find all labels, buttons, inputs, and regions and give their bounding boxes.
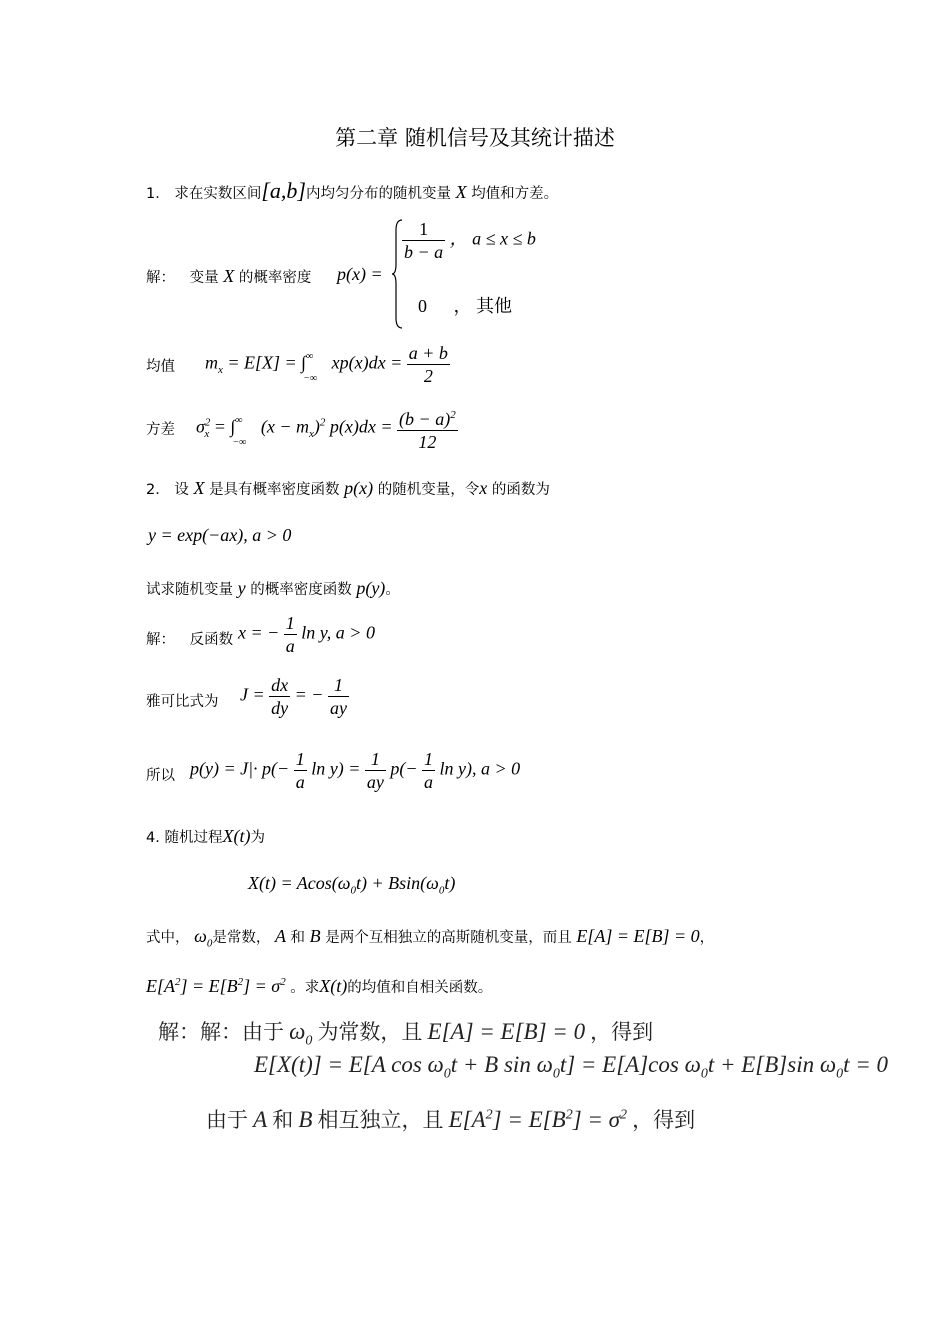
sigma-sub: x: [204, 428, 210, 441]
expectation-equation: E[A] = E[B] = 0: [576, 926, 700, 946]
img2-part-a: E[X(t)] = E[A cos ω: [254, 1052, 444, 1077]
numerator-sup: 2: [450, 409, 456, 421]
variance-rhs: = ∫: [213, 416, 236, 437]
numerator: (b − a): [399, 409, 451, 429]
variance-integrand-sup: 2: [319, 416, 326, 429]
question-number: 1．: [146, 186, 170, 202]
img3-eq-b: ] = E[B: [492, 1107, 566, 1132]
mean-label: 均值: [146, 359, 175, 375]
img3-text-a: 由于: [206, 1108, 248, 1132]
y-symbol: y: [237, 578, 246, 598]
img1-omega-sub: 0: [305, 1033, 313, 1049]
question-4: [146, 826, 265, 847]
left-brace: [392, 218, 402, 330]
process-part-b: t) + Bsin(ω: [356, 873, 439, 893]
numerator: dx: [271, 675, 289, 695]
where-text-c: 是两个互相独立的高斯随机变量，而且: [325, 930, 572, 946]
img2-sub-2: 0: [552, 1066, 560, 1082]
sq-sup-3: 2: [280, 976, 286, 988]
pdf-lhs: p(x) =: [337, 264, 383, 284]
question-text-a: 随机过程: [164, 830, 223, 846]
mean-equation: [205, 342, 450, 387]
numerator: 1: [328, 674, 349, 697]
a-symbol: A: [274, 926, 286, 946]
img1-text-b: 为常数，且: [317, 1020, 423, 1044]
denominator: b − a: [404, 242, 444, 262]
sigma-symbol: σ: [196, 416, 205, 437]
variance-integrand-a: (x − m: [260, 416, 310, 437]
sigma-sup: 2: [204, 416, 211, 429]
case1-fraction: [402, 218, 445, 263]
and-text: 和: [290, 930, 306, 946]
question-1: [146, 178, 558, 204]
numerator: 1: [402, 218, 445, 241]
jacobian-fraction-2: [328, 674, 349, 719]
py-symbol: p(y): [356, 578, 386, 598]
jacobian-lhs: J =: [240, 684, 265, 705]
omega-sub: 0: [206, 937, 213, 950]
variance-label: 方差: [146, 422, 175, 438]
so-part-a: p(y) = J|· p(−: [190, 758, 290, 779]
variance-integrand-b: ): [313, 416, 320, 437]
sq-sup-1: 2: [175, 976, 181, 988]
numerator: 1: [423, 749, 433, 769]
solution-label: 解：: [146, 270, 175, 286]
img1-omega: ω: [289, 1019, 306, 1044]
inverse-equation: [238, 612, 375, 657]
img3-sup-2: 2: [565, 1107, 573, 1123]
where-line: [146, 926, 714, 950]
where-text-b: 是常数，: [212, 930, 271, 946]
process-sub-1: 0: [350, 884, 356, 897]
numerator: a + b: [408, 343, 448, 363]
solution-label: 解：: [146, 632, 175, 648]
ask-text-a: 。求: [290, 980, 320, 996]
so-label: 所以: [146, 768, 175, 784]
b-symbol: B: [309, 926, 321, 946]
page-title: 第二章 随机信号及其统计描述: [335, 126, 615, 150]
q2-inverse-label: [146, 628, 233, 649]
img2-part-e: t = 0: [843, 1052, 888, 1077]
inverse-lhs: x = −: [238, 622, 280, 643]
numerator: 1: [365, 748, 386, 771]
so-fraction-2: [365, 748, 386, 793]
denominator: ay: [329, 698, 347, 718]
process-part-c: t): [444, 873, 456, 893]
img1-text-c: ，得到: [590, 1020, 654, 1044]
variable: X: [223, 266, 235, 286]
so-fraction-3: [422, 748, 435, 793]
interval: [a,b]: [261, 178, 306, 203]
q1-solution-label: [146, 266, 311, 287]
img2-sub-4: 0: [836, 1066, 844, 1082]
so-part-b: ln y) =: [311, 758, 361, 779]
img2-part-c: t] = E[A]cos ω: [559, 1052, 701, 1077]
sq-sup-2: 2: [237, 976, 244, 988]
img3-eq-a: E[A: [448, 1107, 486, 1132]
so-part-d: ln y), a > 0: [439, 758, 521, 779]
mean-rhs: = E[X] = ∫: [227, 352, 307, 373]
jacobian-label: 雅可比式为: [146, 694, 219, 710]
question-text-a: 设: [174, 482, 189, 498]
denominator: 2: [423, 366, 433, 386]
img3-sup-3: 2: [620, 1107, 628, 1123]
img3-a-symbol: A: [253, 1107, 268, 1132]
ask-text-c: 。: [385, 582, 400, 598]
numerator: 1: [285, 613, 295, 633]
img3-eq-c: ] = σ: [572, 1107, 621, 1132]
jacobian-equation: [240, 674, 349, 719]
image-solution-line-3: [206, 1104, 695, 1134]
mean-symbol: m: [205, 352, 218, 373]
omega-symbol: ω: [194, 926, 207, 946]
denominator: a: [285, 636, 295, 656]
question-text-b: 内均匀分布的随机变量: [305, 186, 451, 202]
mean-subscript: x: [218, 364, 223, 377]
process-part-a: X(t) = Acos(ω: [248, 873, 351, 893]
case-1: [402, 218, 536, 263]
img3-sup-1: 2: [485, 1107, 493, 1123]
so-equation: [190, 748, 520, 793]
q2-function: y = exp(−ax), a > 0: [148, 525, 292, 545]
denominator: 12: [418, 432, 437, 452]
solution-text2: 的概率密度: [238, 270, 312, 286]
img3-text-b: 相互独立，且: [317, 1108, 444, 1132]
case1-condition: ， a ≤ x ≤ b: [449, 228, 536, 249]
ask-text-a: 试求随机变量: [146, 582, 233, 598]
question-text-b: 是具有概率密度函数: [209, 482, 340, 498]
numerator: 1: [295, 749, 305, 769]
jacobian-mid: = −: [294, 684, 324, 705]
variance-integrand-sub: x: [309, 428, 314, 441]
img2-sub-1: 0: [443, 1066, 451, 1082]
img1-text-a: 解：解：由于: [158, 1020, 284, 1044]
where-text-a: 式中，: [146, 930, 190, 946]
question-text-c: 均值和方差。: [471, 186, 559, 202]
integral-lower: −∞: [232, 436, 247, 448]
ask-text-b: 的概率密度函数: [250, 582, 352, 598]
img2-sub-3: 0: [700, 1066, 708, 1082]
so-part-c: p(−: [390, 758, 418, 779]
inverse-text: 反函数: [189, 632, 234, 648]
integral-lower: −∞: [303, 372, 318, 384]
sq-part-c: ] = σ: [243, 976, 281, 996]
image-solution-line-1: [158, 1016, 653, 1050]
q2-ask: [146, 578, 400, 599]
img2-part-d: t + E[B]sin ω: [707, 1052, 837, 1077]
denominator: ay: [366, 772, 384, 792]
variable: X: [193, 478, 205, 498]
process-sub-2: 0: [438, 884, 445, 897]
process-equation: [248, 873, 455, 897]
comma: ，: [699, 930, 715, 946]
variance-equation: [196, 404, 458, 453]
mean-integrand: xp(x)dx =: [331, 352, 403, 373]
img3-b-symbol: B: [298, 1107, 313, 1132]
xt-symbol: X(t): [222, 826, 251, 846]
img2-part-b: t + B sin ω: [450, 1052, 553, 1077]
denominator: a: [423, 772, 433, 792]
question-2: [146, 478, 550, 499]
solution-text: 变量: [189, 270, 219, 286]
jacobian-fraction: [269, 674, 290, 719]
inverse-fraction: [284, 612, 297, 657]
ask-text-b: 的均值和自相关函数。: [347, 980, 493, 996]
variance-integrand-c: p(x)dx =: [329, 416, 393, 437]
integral-upper: ∞: [235, 414, 243, 426]
mean-fraction: [407, 342, 450, 387]
image-solution-line-2: [254, 1052, 888, 1083]
question-number: 2．: [146, 482, 170, 498]
inverse-rhs: ln y, a > 0: [301, 622, 375, 643]
second-moment-line: [146, 976, 492, 997]
case2-condition: ， 其他: [453, 296, 512, 316]
img3-and: 和: [272, 1108, 294, 1132]
question-number: 4.: [146, 830, 160, 846]
question-text: 求在实数区间: [174, 186, 262, 202]
question-text-d: 的函数为: [491, 482, 550, 498]
integral-upper: ∞: [306, 350, 314, 362]
variance-fraction: [397, 404, 458, 453]
question-text-b: 为: [250, 830, 265, 846]
sq-part-b: ] = E[B: [180, 976, 238, 996]
case-2: [418, 292, 512, 318]
question-text-c: 的随机变量，令: [377, 482, 480, 498]
sq-part-a: E[A: [146, 976, 175, 996]
x-symbol: x: [479, 478, 488, 498]
so-fraction-1: [294, 748, 307, 793]
variable: X: [455, 182, 467, 202]
xt-symbol: X(t): [319, 976, 348, 996]
case2-value: 0: [418, 296, 427, 316]
img3-text-c: ，得到: [632, 1108, 696, 1132]
pdf-symbol: p(x): [344, 478, 374, 498]
img1-equation: E[A] = E[B] = 0: [427, 1019, 586, 1044]
denominator: dy: [271, 698, 289, 718]
denominator: a: [295, 772, 305, 792]
